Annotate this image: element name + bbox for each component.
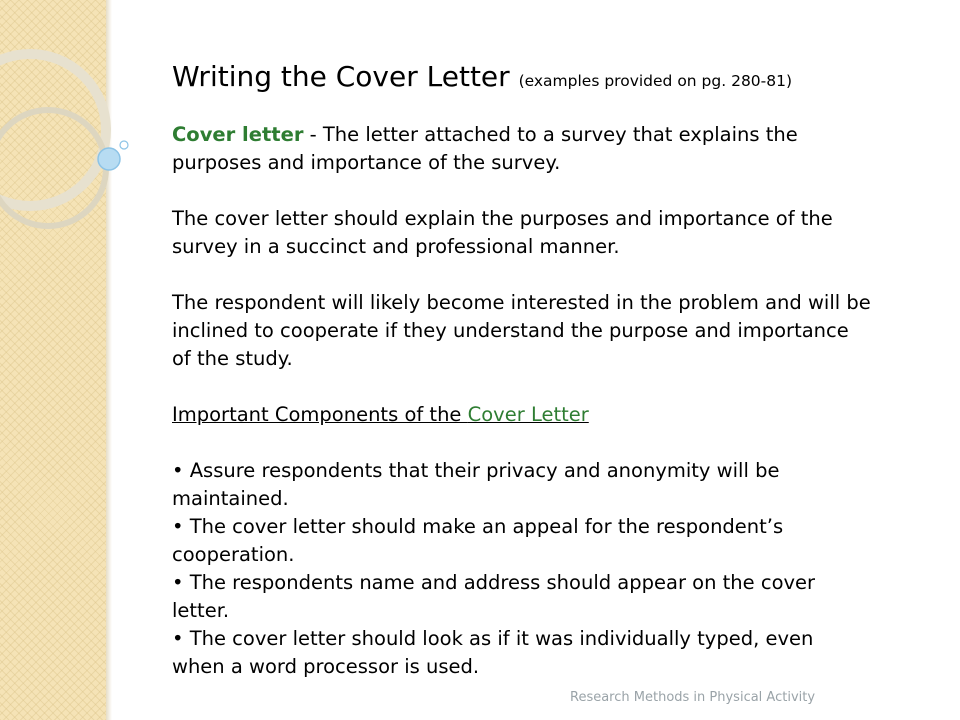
slide-title [172,55,872,103]
components-heading [172,401,872,429]
bullet-item: • The cover letter should look as if it was individually typed, even when a word processor is used. [172,627,814,678]
title-note: (examples provided on pg. 280-81) [518,72,793,90]
respondent-paragraph: The respondent will likely become interested in the problem and will be inclined to cooperate if they understand the purpose and importance of the study. [172,291,871,370]
definition-term: Cover letter [172,123,304,146]
components-heading-prefix: Important Components of the [172,403,468,426]
definition-text: - The letter attached to a survey that explains the purposes and importance of the survey. [172,123,798,174]
explanation-paragraph: The cover letter should explain the purposes and importance of the survey in a succinct and professional manner. [172,207,833,258]
bullet-item: • Assure respondents that their privacy and anonymity will be maintained. [172,459,780,510]
bullet-item: • The cover letter should make an appeal for the respondent’s cooperation. [172,515,784,566]
decorative-rings [0,0,170,260]
slide-footer: Research Methods in Physical Activity [570,690,816,705]
slide-content [172,55,872,681]
bullet-item: • The respondents name and address should appear on the cover letter. [172,571,816,622]
title-main: Writing the Cover Letter [172,60,510,93]
blue-bubble-small [120,141,128,149]
cover-letter-link[interactable]: Cover Letter [467,403,589,426]
definition-paragraph [172,121,872,177]
blue-bubble-large [98,148,120,170]
